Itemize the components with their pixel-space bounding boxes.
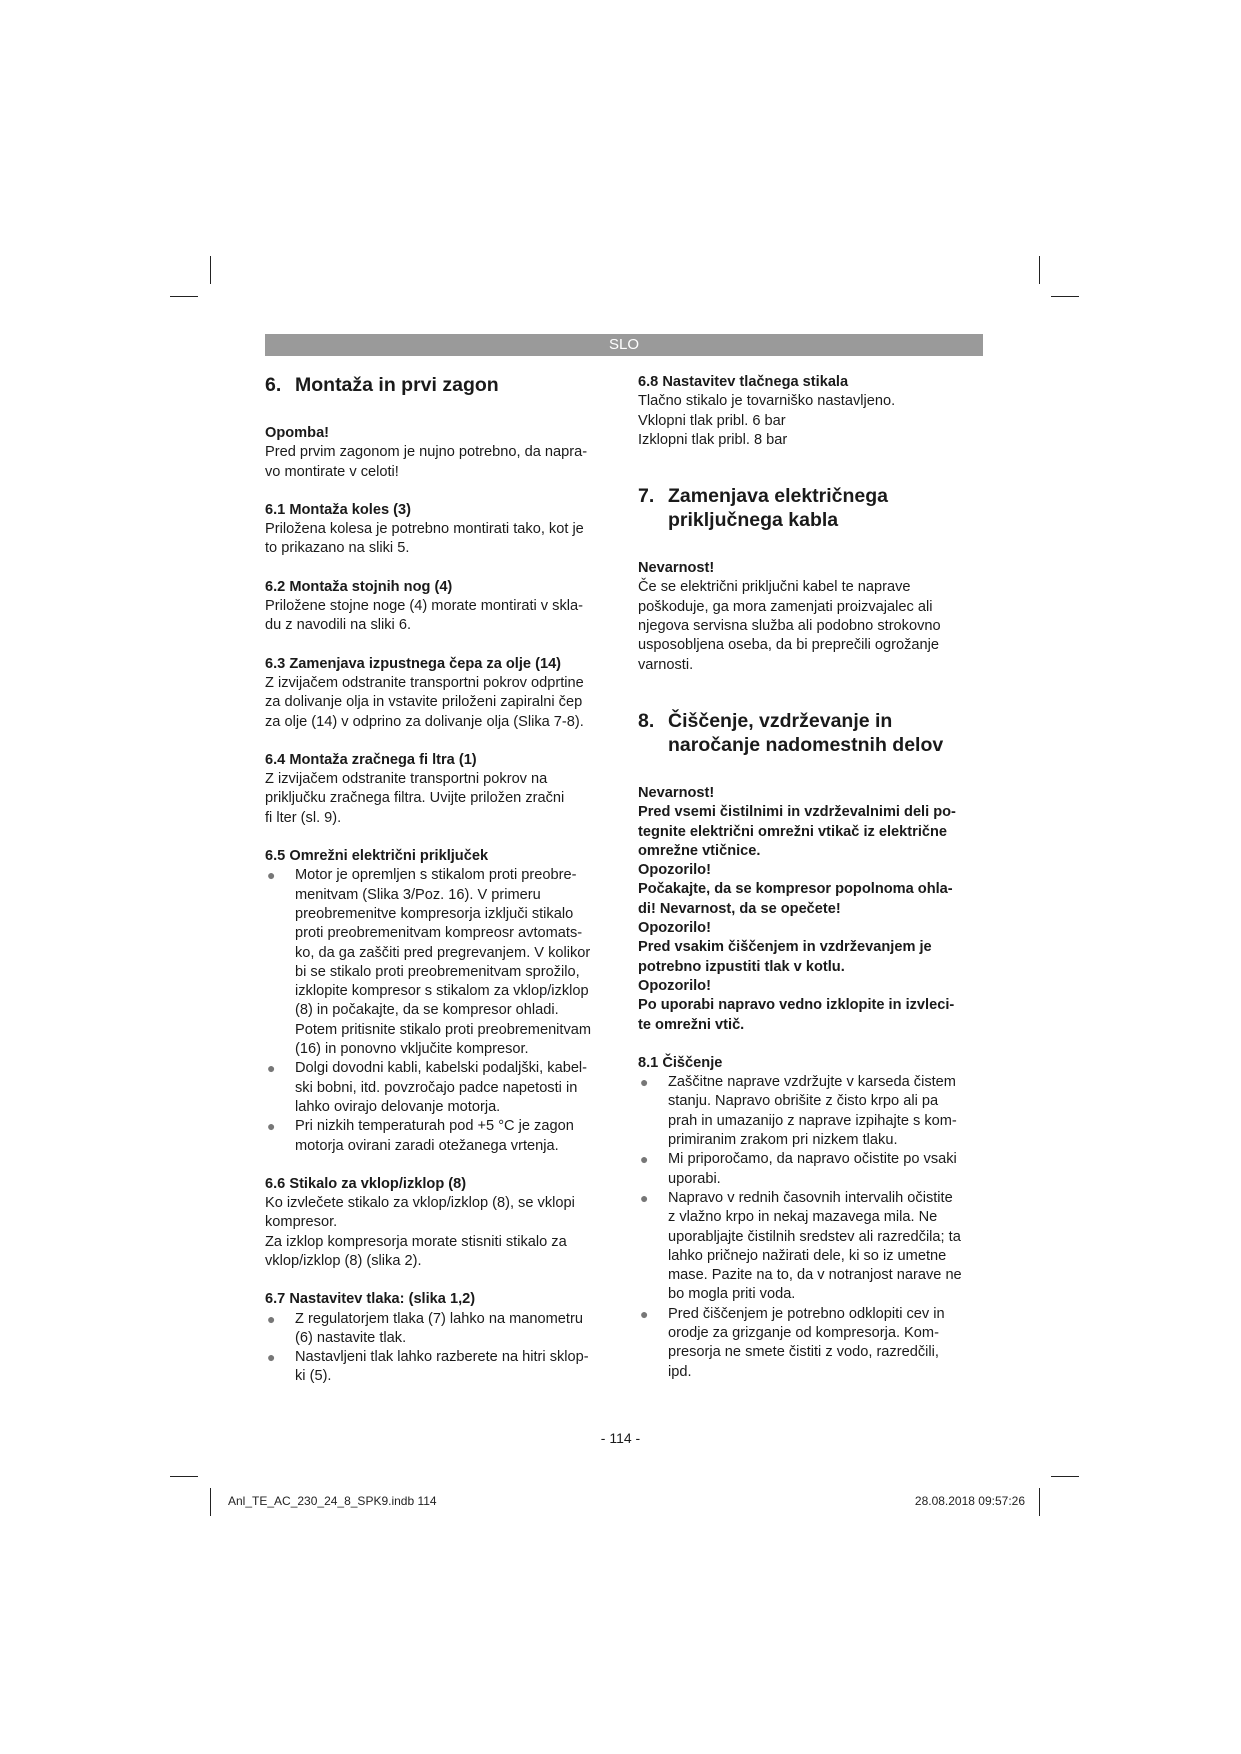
section-7-title-line-2: priključnega kabla (668, 509, 839, 532)
section-8-title: 8. Čiščenje, vzdrževanje in (638, 709, 893, 732)
section-6-4-title: 6.4 Montaža zračnega fi ltra (1) (265, 751, 477, 768)
section-8-1-list (638, 1073, 983, 1382)
note-label: Opomba! (265, 425, 330, 441)
section-6-1-title: 6.1 Montaža koles (3) (265, 501, 411, 518)
bullet-icon: ● (640, 1151, 649, 1168)
bullet-icon: ● (267, 1118, 276, 1135)
crop-mark-br-h (1051, 1476, 1079, 1477)
crop-mark-bl-v (210, 1488, 211, 1516)
language-header-bar (265, 334, 983, 356)
list-item: ● Pred čiščenjem je potrebno odklopiti cev in orodje za grizganje od kompresorja. Kom- presorja ne smete čistiti z vodo, razredčili, ipd. (640, 1305, 945, 1380)
crop-mark-tl-h (170, 296, 198, 297)
section-7-text: Če se električni priključni kabel te naprave poškoduje, ga mora zamenjati proizvajalec ali njegova servisna služba ali podobno strokovno usposobljena oseba, da bi preprečili ogrožanje varnosti. (638, 579, 941, 673)
right-column (638, 373, 983, 1382)
footer-datetime: 28.08.2018 09:57:26 (914, 1494, 1025, 1508)
note-text: Pred prvim zagonom je nujno potrebno, da napra- vo montirate v celoti! (265, 444, 588, 480)
section-8-1-title: 8.1 Čiščenje (638, 1054, 723, 1071)
footer-file-info: Anl_TE_AC_230_24_8_SPK9.indb 114 (228, 1494, 437, 1508)
list-item: ● Napravo v rednih časovnih intervalih očistite z vlažno krpo in nekaj mazavega mila. Ne uporabljajte čistilnih sredstev ali razredčila; ta lahko pričnejo nažirati dele, ki so iz umetne mase. Pazite na to, da v notranjost narave ne bo mogla priti voda. (640, 1189, 962, 1303)
section-7-danger-label: Nevarnost! (638, 560, 715, 577)
list-item: ● Dolgi dovodni kabli, kabelski podaljški, kabel- ski bobni, itd. povzročajo padce napetosti in lahko ovirajo delovanje motorja. (267, 1060, 588, 1115)
section-6-2-text: Priložene stojne noge (4) morate montirati v skla- du z navodili na sliki 6. (265, 598, 583, 634)
list-item: ● Nastavljeni tlak lahko razberete na hitri sklop- ki (5). (267, 1349, 589, 1385)
section-6-1-text: Priložena kolesa je potrebno montirati tako, kot je to prikazano na sliki 5. (265, 521, 584, 557)
crop-mark-bl-h (170, 1476, 198, 1477)
list-item: ● Motor je opremljen s stikalom proti preobre- menitvam (Slika 3/Poz. 16). V primeru preobremenitve kompresorja izključi stikalo proti preobremenitvam kompreosr avtomats- ko, da ga zaščiti pred pregrevanjem. V kolikor bi se stikalo proti preobremenitvam sprožilo, izklopite kompresor s stikalom za vklop/izklop (8) in počakajte, da se kompresor ohladi. Potem pritisnite stikalo proti preobremenitvam (16) in ponovno vključite kompresor. (267, 867, 592, 1058)
bullet-icon: ● (267, 1349, 276, 1366)
section-8-title-line-2: naročanje nadomestnih delov (668, 733, 944, 756)
bullet-icon: ● (267, 867, 276, 884)
section-6-6-text: Ko izvlečete stikalo za vklop/izklop (8), se vklopi kompresor. Za izklop kompresorja morate stisniti stikalo za vklop/izklop (8) (slika 2). (265, 1195, 575, 1269)
section-6-2-title: 6.2 Montaža stojnih nog (4) (265, 578, 453, 595)
section-6-3-title: 6.3 Zamenjava izpustnega čepa za olje (14) (265, 655, 562, 672)
page-number: - 114 - (600, 1430, 641, 1446)
section-6-4-text: Z izvijačem odstranite transportni pokrov na priključku zračnega filtra. Uvijte priložen zračni fi lter (sl. 9). (265, 771, 565, 826)
section-7-title: 7. Zamenjava električnega (638, 485, 889, 508)
section-6-8-text: Tlačno stikalo je tovarniško nastavljeno. Vklopni tlak pribl. 6 bar Izklopni tlak pribl. 8 bar (638, 393, 896, 448)
list-item: ● Mi priporočamo, da napravo očistite po vsaki uporabi. (640, 1151, 957, 1187)
crop-mark-tl-v (210, 256, 211, 284)
crop-mark-br-v (1039, 1488, 1040, 1516)
section-6-7-title: 6.7 Nastavitev tlaka: (slika 1,2) (265, 1291, 476, 1308)
bullet-icon: ● (267, 1060, 276, 1077)
bullet-icon: ● (640, 1305, 649, 1322)
section-6-6-title: 6.6 Stikalo za vklop/izklop (8) (265, 1175, 467, 1192)
bullet-icon: ● (640, 1074, 649, 1091)
section-6-title: 6. Montaža in prvi zagon (265, 374, 499, 396)
list-item: ● Zaščitne naprave vzdržujte v karseda čistem stanju. Napravo obrišite z čisto krpo ali pa prah in umazanijo z naprave izpihajte s kom- primiranim zrakom pri nizkem tlaku. (640, 1074, 957, 1149)
list-item: ● Z regulatorjem tlaka (7) lahko na manometru (6) nastavite tlak. (267, 1310, 583, 1346)
language-label: SLO (608, 336, 639, 353)
crop-mark-tr-v (1039, 256, 1040, 284)
section-6-5-list (265, 866, 610, 1155)
section-6-7-list (265, 1310, 610, 1387)
crop-mark-tr-h (1051, 296, 1079, 297)
list-item: ● Pri nizkih temperaturah pod +5 °C je zagon motorja ovirani zaradi otežanega vrtenja. (267, 1118, 574, 1154)
bullet-icon: ● (267, 1310, 276, 1327)
section-6-3-text: Z izvijačem odstranite transportni pokrov odprtine za dolivanje olja in vstavite priloženi zapiralni čep za olje (14) v odprino za dolivanje olja (Slika 7-8). (265, 674, 584, 730)
section-6-5-title: 6.5 Omrežni električni priključek (265, 848, 489, 865)
left-column (265, 373, 610, 1387)
section-8-warnings: Nevarnost! Pred vsemi čistilnimi in vzdrževalnimi deli po- tegnite električni omrežni vtikač iz električne omrežne vtičnice. Opozorilo! Počakajte, da se kompresor popolnoma ohla- di! Nevarnost, da se opečete! Opozorilo! Pred vsakim čiščenjem in vzdrževanjem je potrebno izpustiti tlak v kotlu. Opozorilo! Po uporabi napravo vedno izklopite in izvleci- te omrežni vtič. (638, 784, 956, 1033)
bullet-icon: ● (640, 1189, 649, 1206)
section-6-8-title: 6.8 Nastavitev tlačnega stikala (638, 374, 849, 390)
